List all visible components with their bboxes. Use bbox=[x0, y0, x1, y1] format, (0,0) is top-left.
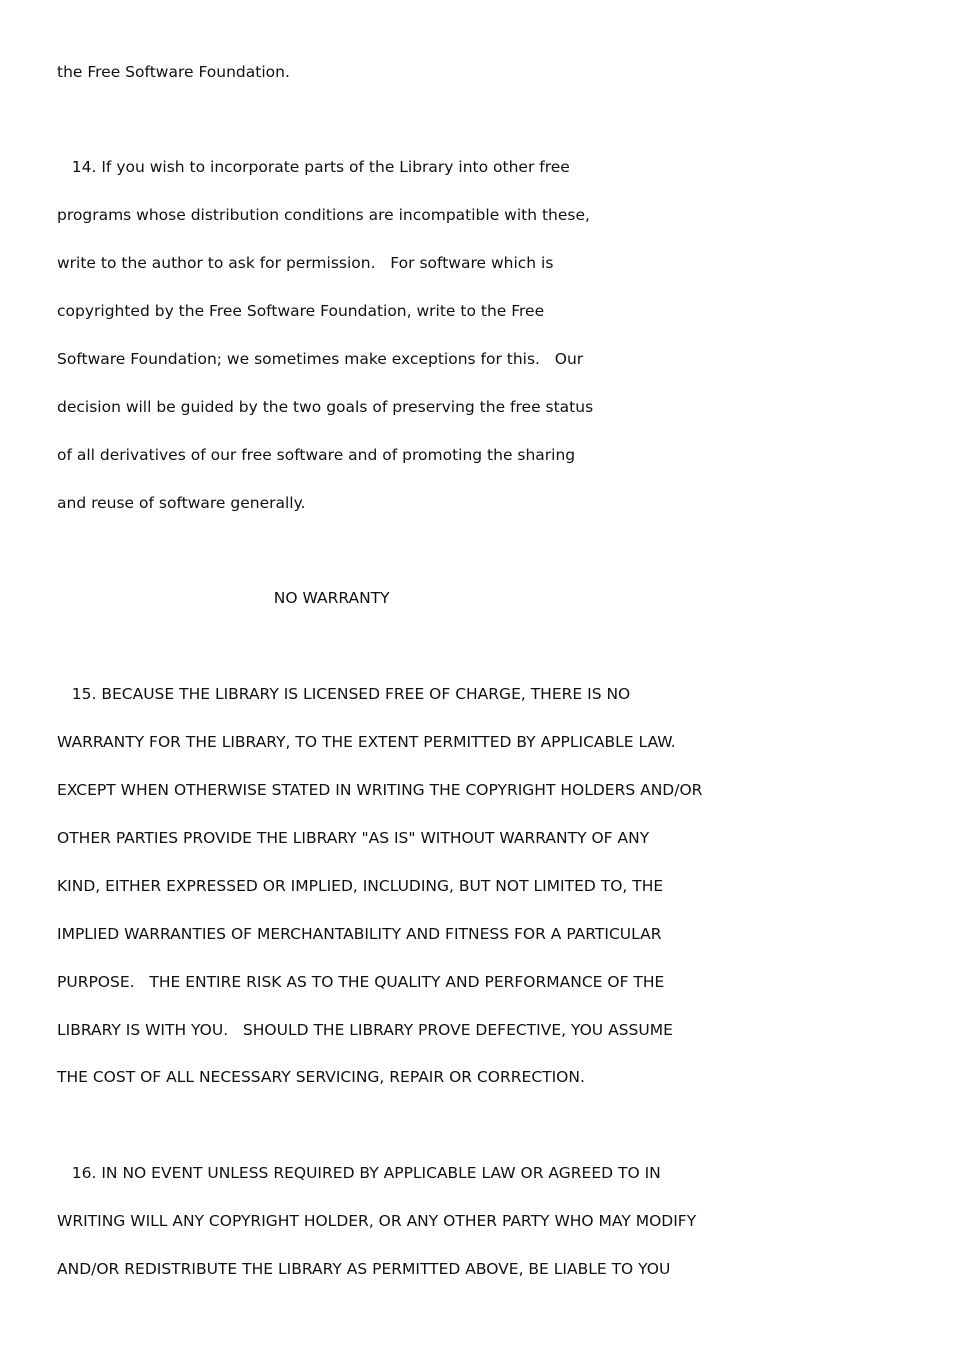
text-line: write to the author to ask for permission. For software which is bbox=[57, 254, 554, 272]
text-line: copyrighted by the Free Software Foundation, write to the Free bbox=[57, 302, 545, 320]
text-line: KIND, EITHER EXPRESSED OR IMPLIED, INCLUDING, BUT NOT LIMITED TO, THE bbox=[57, 877, 664, 895]
text-line: of all derivatives of our free software and of promoting the sharing bbox=[57, 446, 576, 464]
text-line: WARRANTY FOR THE LIBRARY, TO THE EXTENT PERMITTED BY APPLICABLE LAW. bbox=[57, 733, 676, 751]
text-line: 16. IN NO EVENT UNLESS REQUIRED BY APPLICABLE LAW OR AGREED TO IN bbox=[57, 1164, 661, 1182]
text-line: EXCEPT WHEN OTHERWISE STATED IN WRITING THE COPYRIGHT HOLDERS AND/OR bbox=[57, 781, 703, 799]
text-line: Software Foundation; we sometimes make exceptions for this. Our bbox=[57, 350, 584, 368]
text-line: 14. If you wish to incorporate parts of the Library into other free bbox=[57, 158, 570, 176]
text-line: programs whose distribution conditions are incompatible with these, bbox=[57, 206, 590, 224]
text-line: THE COST OF ALL NECESSARY SERVICING, REPAIR OR CORRECTION. bbox=[57, 1068, 585, 1086]
section-heading: NO WARRANTY bbox=[57, 589, 390, 607]
text-line: decision will be guided by the two goals of preserving the free status bbox=[57, 398, 594, 416]
text-line: AND/OR REDISTRIBUTE THE LIBRARY AS PERMITTED ABOVE, BE LIABLE TO YOU bbox=[57, 1260, 671, 1278]
text-line: 15. BECAUSE THE LIBRARY IS LICENSED FREE OF CHARGE, THERE IS NO bbox=[57, 685, 631, 703]
text-line: OTHER PARTIES PROVIDE THE LIBRARY "AS IS" WITHOUT WARRANTY OF ANY bbox=[57, 829, 650, 847]
text-line: PURPOSE. THE ENTIRE RISK AS TO THE QUALITY AND PERFORMANCE OF THE bbox=[57, 973, 665, 991]
text-line: LIBRARY IS WITH YOU. SHOULD THE LIBRARY PROVE DEFECTIVE, YOU ASSUME bbox=[57, 1021, 673, 1039]
text-line: the Free Software Foundation. bbox=[57, 63, 290, 81]
text-line: and reuse of software generally. bbox=[57, 494, 306, 512]
text-line: WRITING WILL ANY COPYRIGHT HOLDER, OR ANY OTHER PARTY WHO MAY MODIFY bbox=[57, 1212, 697, 1230]
text-line: IMPLIED WARRANTIES OF MERCHANTABILITY AND FITNESS FOR A PARTICULAR bbox=[57, 925, 662, 943]
